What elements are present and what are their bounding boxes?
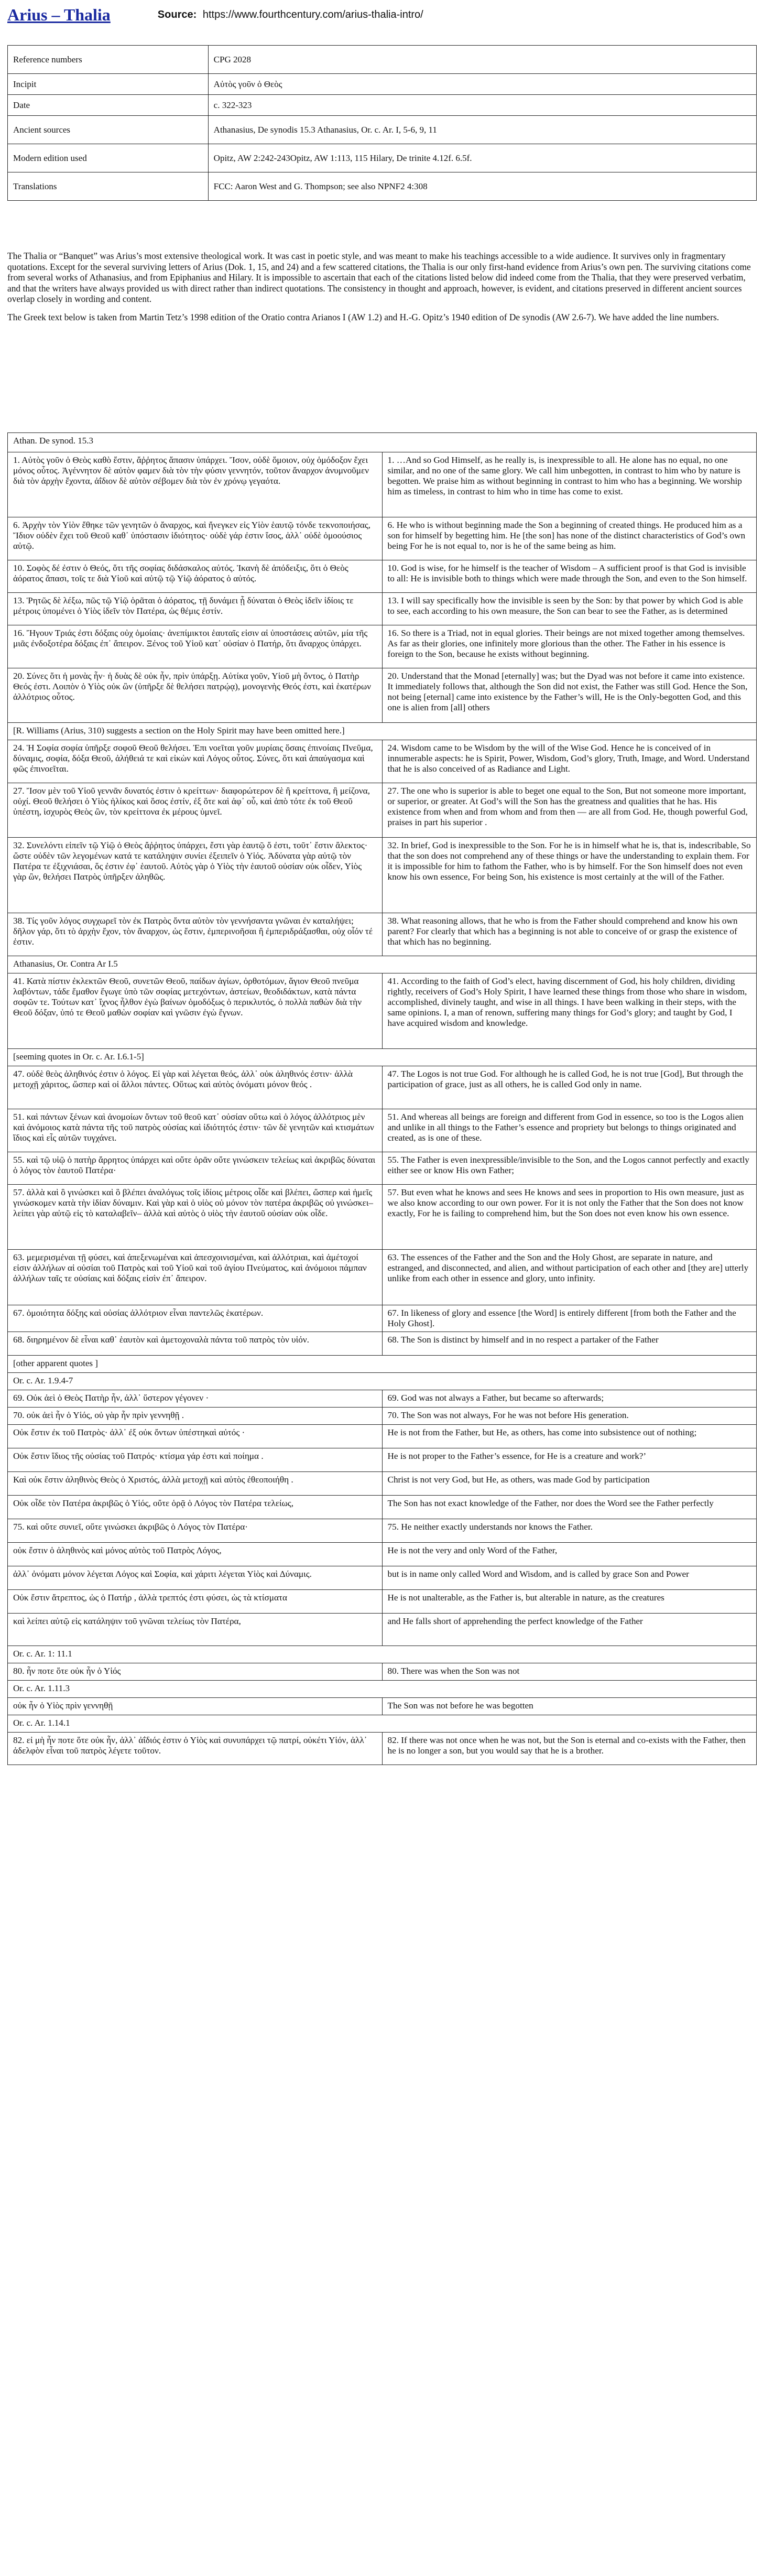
text-comparison-table — [7, 432, 757, 1765]
english-translation-cell: 24. Wisdom came to be Wisdom by the will of the Wise God. Hence he is conceived of in innumerable aspects: he is Spirit, Power, Wisdom, God’s glory, Truth, Image, and Word. Understand that he is also conceived of as Radiance and Light. — [382, 740, 757, 783]
greek-text-cell: 24. Ἡ Σοφία σοφία ὑπῆρξε σοφοῦ Θεοῦ θελήσει. Ἐπι νοεῖται γοῦν μυρίαις ὅσαις ἐπινοίαις Πνεῦμα, δύναμις, σοφία, δόξα Θεοῦ, ἀλήθειά τε καὶ εἰκὼν καὶ Λόγος οὗτος. Σύνες, ὅτι καὶ ἀπαύγασμα καὶ φῶς ἐπινοεῖται. — [8, 740, 383, 783]
english-translation-cell: 27. The one who is superior is able to beget one equal to the Son, But not someone more important, or superior, or greater. At God’s will the Son has the greatness and qualities that he has. His existence from when and from whom and from then — are all from God. He, though powerful God, praises in part his superior . — [382, 783, 757, 838]
text-row — [8, 838, 757, 913]
english-translation-cell: 6. He who is without beginning made the Son a beginning of created things. He produced him as a son for himself by begetting him. He [the son] has none of the distinct characteristics of God’s own being For he is not equal to, nor is he of the same being as him. — [382, 517, 757, 560]
greek-text-cell: 32. Συνελόντι εἰπεῖν τῷ Υἱῷ ὁ Θεὸς ἄῤῥητος ὑπάρχει, ἔστι γὰρ ἑαυτῷ ὅ ἐστι, τοῦτ᾽ ἔστιν ἄλεκτος· ὥστε οὐδὲν τῶν λεγομένων κατά τε κατάληψιν συνίει ἐξειπεῖν ὁ Υἱός. Ἀδύνατα γὰρ αὐτῷ τὸν Πατέρα τε ἐξιχνιάσαι, ὅς ἐστιν ἐφ᾽ ἑαυτοῦ. Αὐτὸς γὰρ ὁ Υἱὸς τὴν ἑαυτοῦ οὐσίαν οὐκ οἶδεν, Υἱὸς γὰρ ὢν, θελήσει Πατρὸς ὑπῆρξεν ἀληθῶς. — [8, 838, 383, 913]
english-translation-cell: 51. And whereas all beings are foreign and different from God in essence, so too is the Logos alien and unlike in all things to the Father’s essence and propriety but belongs to things originated and created, as is one of these. — [382, 1109, 757, 1152]
text-row — [8, 740, 757, 783]
greek-text-cell: οὐκ ἔστιν ὁ ἀληθινὸς καὶ μόνος αὐτὸς τοῦ Πατρὸς Λόγος, — [8, 1543, 383, 1566]
reference-row — [8, 95, 757, 116]
greek-text-cell: 63. μεμερισμέναι τῇ φύσει, καὶ ἀπεξενωμέναι καὶ ἀπεσχοινισμέναι, καὶ ἀλλότριαι, καὶ ἀμέτοχοί εἰσιν ἀλλήλων αἱ οὐσίαι τοῦ Πατρὸς καὶ τοῦ Υἱοῦ καὶ τοῦ ἁγίου Πνεύματος, καὶ ἀνόμοιοι πάμπαν ἀλλήλων ταῖς τε οὐσίαις καὶ δόξαις εἰσὶν ἐπ᾽ ἄπειρον. — [8, 1250, 383, 1305]
english-translation-cell: He is not from the Father, but He, as others, has come into subsistence out of nothing; — [382, 1425, 757, 1448]
greek-text-cell: 6. Ἀρχὴν τὸν Υἱὸν ἔθηκε τῶν γενητῶν ὁ ἄναρχος, καὶ ἤνεγκεν εἰς Υἱὸν ἑαυτῷ τόνδε τεκνοποιήσας, Ἴδιον οὐδὲν ἔχει τοῦ Θεοῦ καθ᾽ ὑπόστασιν ἰδιότητος· οὐδὲ γάρ ἐστιν ἴσος, ἀλλ᾽ οὐδὲ ὁμοούσιος αὐτῷ. — [8, 517, 383, 560]
english-translation-cell: The Son was not before he was begotten — [382, 1698, 757, 1715]
text-row — [8, 1185, 757, 1250]
english-translation-cell: He is not unalterable, as the Father is, but alterable in nature, as the creatures — [382, 1590, 757, 1614]
english-translation-cell: 20. Understand that the Monad [eternally] was; but the Dyad was not before it came into existence. It immediately follows that, although the Son did not exist, the Father was still God. Hence the Son, not being [eternal] came into existence by the Father’s will, He is the Only-begotten God, and this one is alien from [all] others — [382, 668, 757, 723]
section-heading: [other apparent quotes ] — [8, 1356, 757, 1373]
reference-value: c. 322-323 — [208, 95, 756, 116]
text-row — [8, 668, 757, 723]
section-heading: [seeming quotes in Or. c. Ar. I.6.1-5] — [8, 1049, 757, 1066]
page-header — [7, 5, 423, 24]
greek-text-cell: 20. Σύνες ὅτι ἡ μονὰς ἦν· ἡ δυὰς δὲ οὐκ ἦν, πρὶν ὑπάρξῃ. Αὐτίκα γοῦν, Υἱοῦ μὴ ὄντος, ὁ Πατὴρ Θεός ἐστι. Λοιπὸν ὁ Υἱὸς οὐκ ὢν (ὑπῆρξε δὲ θελήσει πατρῴᾳ), μονογενὴς Θεός ἐστι, καὶ ἑκατέρων ἀλλότριος οὗτος. — [8, 668, 383, 723]
intro-paragraph-2: The Greek text below is taken from Martin Tetz’s 1998 edition of the Oratio contra Arianos I (AW 1.2) and H.-G. Opitz’s 1940 edition of De synodis (AW 2.6-7). We have added the line numbers. — [7, 311, 720, 322]
section-heading: Or. c. Ar. 1.14.1 — [8, 1715, 757, 1733]
intro-paragraph-1: The Thalia or “Banquet” was Arius’s most extensive theological work. It was cast in poetic style, and was meant to make his teachings accessible to a wide audience. It survives only in fragmentary quotations. Except for the several surviving letters of Arius (Dok. 1, 15, and 24) and a few scattered citations, the Thalia is our only first-hand evidence from Arius’s own pen. The surviving citations come from several works of Athanasius, and from Epiphanius and Hilary. It is impossible to ascertain that each of the citations listed below did indeed come from the Thalia, that they were preserved verbatim, and that the writers have always provided us with direct rather than indirect quotations. The consistency in thought and approach, however, is evident, and citations preserved in different ancient sources overlap closely in wording and content. — [7, 251, 751, 304]
introduction — [7, 251, 756, 330]
text-row — [8, 1733, 757, 1765]
section-heading-row — [8, 1373, 757, 1390]
greek-text-cell: Οὐκ ἔστιν ἐκ τοῦ Πατρὸς· ἀλλ᾽ ἐξ οὐκ ὄντων ὑπέστηκαὶ αὐτός · — [8, 1425, 383, 1448]
greek-text-cell: 70. οὐκ ἀεὶ ἦν ὁ Υἱός, οὐ γὰρ ἦν πρὶν γεννηθῇ . — [8, 1408, 383, 1425]
english-translation-cell: but is in name only called Word and Wisdom, and is called by grace Son and Power — [382, 1566, 757, 1590]
greek-text-cell: 68. διηρημένον δὲ εἶναι καθ᾽ ἑαυτὸν καὶ ἀμετοχοναλὰ πάντα τοῦ πατρὸς τὸν υἱόν. — [8, 1332, 383, 1356]
text-row — [8, 1614, 757, 1646]
text-row — [8, 1109, 757, 1152]
reference-key: Translations — [8, 172, 209, 201]
greek-text-cell: ἀλλ᾽ ὀνόματι μόνον λέγεται Λόγος καὶ Σοφία, καὶ χάριτι λέγεται Υἱὸς καὶ Δύναμις. — [8, 1566, 383, 1590]
reference-value: Αὐτὸς γοῦν ὁ Θεὸς — [208, 74, 756, 95]
source-line — [158, 9, 423, 21]
english-translation-cell: 75. He neither exactly understands nor knows the Father. — [382, 1519, 757, 1543]
greek-text-cell: καὶ λείπει αὐτῷ εἰς κατάληψιν τοῦ γνῶναι τελείως τὸν Πατέρα, — [8, 1614, 383, 1646]
section-heading: Athanasius, Or. Contra Ar I.5 — [8, 956, 757, 973]
text-row — [8, 1519, 757, 1543]
reference-key: Date — [8, 95, 209, 116]
greek-text-cell: 27. Ἴσον μὲν τοῦ Υἱοῦ γεννᾶν δυνατός ἐστιν ὁ κρείττων· διαφορώτερον δὲ ἢ κρείττονα, ἢ μείζονα, οὐχί. Θεοῦ θελήσει ὁ Υἱὸς ἡλίκος καὶ ὅσος ἐστίν, ἐξ ὅτε καὶ ἀφ᾽ οὗ, καὶ ἀπὸ τότε ἐκ τοῦ Θεοῦ ὑπέστη, ἰσχυρὸς Θεὸς ὢν, τὸν κρείττονα ἐκ μέρους ὑμνεῖ. — [8, 783, 383, 838]
reference-row — [8, 74, 757, 95]
section-heading-row — [8, 1049, 757, 1066]
text-row — [8, 1663, 757, 1681]
text-row — [8, 1390, 757, 1408]
text-row — [8, 1698, 757, 1715]
text-row — [8, 593, 757, 625]
text-row — [8, 560, 757, 593]
reference-value: FCC: Aaron West and G. Thompson; see also NPNF2 4:308 — [208, 172, 756, 201]
english-translation-cell: 13. I will say specifically how the invisible is seen by the Son: by that power by which God is able to see, each according to his own measure, the Son can bear to see the Father, as is determined — [382, 593, 757, 625]
editorial-note-row — [8, 723, 757, 740]
greek-text-cell: 51. καὶ πάντων ξένων καὶ ἀνομοίων ὄντων τοῦ θεοῦ κατ᾽ οὐσίαν οὕτω καὶ ὁ λόγος ἀλλότριος μὲν καὶ ἀνόμοιος κατὰ πάντα τῆς τοῦ πατρὸς οὐσίας καὶ ἰδιότητός ἐστιν· τῶν δὲ γενητῶν καὶ κτισμάτων ἴδιος καὶ εἷς αὐτῶν τυγχάνει. — [8, 1109, 383, 1152]
greek-text-cell: 38. Τίς γοῦν λόγος συγχωρεῖ τὸν ἐκ Πατρὸς ὄντα αὐτὸν τὸν γεννήσαντα γνῶναι ἐν καταλήψει; δῆλον γάρ, ὅτι τὸ ἀρχὴν ἔχον, τὸν ἄναρχον, ὡς ἔστιν, ἐμπερινοῆσαι ἢ ἐμπεριδράξασθαι, οὐχ οἷόν τέ ἐστιν. — [8, 913, 383, 956]
english-translation-cell: 10. God is wise, for he himself is the teacher of Wisdom – A sufficient proof is that God is invisible to all: He is invisible both to things which were made through the Son, and even to the Son himself. — [382, 560, 757, 593]
section-heading: Athan. De synod. 15.3 — [8, 433, 757, 452]
english-translation-cell: He is not proper to the Father’s essence, for He is a creature and work?’ — [382, 1448, 757, 1472]
section-heading-row — [8, 1646, 757, 1663]
section-heading-row — [8, 1356, 757, 1373]
english-translation-cell: 16. So there is a Triad, not in equal glories. Their beings are not mixed together among themselves. As far as their glories, one infinitely more glorious than the other. The Father in his essence is foreign to the Son, because he exists without beginning. — [382, 625, 757, 668]
text-row — [8, 973, 757, 1049]
section-heading: Or. c. Ar. 1.9.4-7 — [8, 1373, 757, 1390]
reference-key: Ancient sources — [8, 116, 209, 144]
editorial-note: [R. Williams (Arius, 310) suggests a section on the Holy Spirit may have been omitted here.] — [8, 723, 757, 740]
text-row — [8, 1425, 757, 1448]
english-translation-cell: 82. If there was not once when he was not, but the Son is eternal and co-exists with the Father, then he is no longer a son, but you would say that he is a brother. — [382, 1733, 757, 1765]
english-translation-cell: 55. The Father is even inexpressible/invisible to the Son, and the Logos cannot perfectly and exactly either see or know His own Father; — [382, 1152, 757, 1185]
english-translation-cell: 67. In likeness of glory and essence [the Word] is entirely different [from both the Father and the Holy Ghost]. — [382, 1305, 757, 1332]
greek-text-cell: 47. οὐδὲ θεὸς ἀληθινός ἐστιν ὁ λόγος. Εἰ γὰρ καὶ λέγεται θεός, ἀλλ᾽ οὐκ ἀληθινός ἐστιν· ἀλλὰ μετοχῇ χάριτος, ὥσπερ καὶ οἱ ἄλλοι πάντες. Οὕτως καὶ αὐτὸς ὀνόματι μόνον θεός . — [8, 1066, 383, 1109]
english-translation-cell: 69. God was not always a Father, but became so afterwards; — [382, 1390, 757, 1408]
english-translation-cell: 47. The Logos is not true God. For although he is called God, he is not true [God], But through the participation of grace, just as all others, he is called God only in name. — [382, 1066, 757, 1109]
greek-text-cell: 80. ἦν ποτε ὅτε οὐκ ἦν ὁ Υἱός — [8, 1663, 383, 1681]
english-translation-cell: Christ is not very God, but He, as others, was made God by participation — [382, 1472, 757, 1496]
greek-text-cell: 75. καὶ οὔτε συνιεῖ, οὔτε γινώσκει ἀκριβῶς ὁ Λόγος τὸν Πατέρα· — [8, 1519, 383, 1543]
greek-text-cell: 82. εἰ μὴ ἦν ποτε ὅτε οὐκ ἦν, ἀλλ᾽ ἀΐδιός ἐστιν ὁ Υἱὸς καὶ συνυπάρχει τῷ πατρί, οὐκέτι Υἱόν, ἀλλ᾽ ἀδελφὸν εἶναι τοῦ πατρὸς λέγετε τοῦτον. — [8, 1733, 383, 1765]
section-heading: Or. c. Ar. 1.11.3 — [8, 1681, 757, 1698]
english-translation-cell: 41. According to the faith of God’s elect, having discernment of God, his holy children, dividing rightly, receivers of God’s Holy Spirit, I have learned these things from those who share in wisdom, accomplished, divinely taught, and wise in all things. I have been walking in their steps, with the same opinions. I, a man of renown, suffering many things for God’s glory; and taught by God, I have acquired wisdom and knowledge. — [382, 973, 757, 1049]
greek-text-cell: 41. Κατὰ πίστιν ἐκλεκτῶν Θεοῦ, συνετῶν Θεοῦ, παίδων ἁγίων, ὀρθοτόμων, ἅγιον Θεοῦ πνεῦμα λαβόντων, τάδε ἔμαθον ἔγωγε ὑπὸ τῶν σοφίας μετεχόντων, ἀστείων, θεοδιδάκτων, κατὰ πάντα σοφῶν τε. Τούτων κατ᾽ ἴχνος ἦλθον ἐγὼ βαίνων ὁμοδόξως ὁ περικλυτός, ὁ πολλὰ παθὼν διὰ τὴν Θεοῦ δόξαν, ὑπό τε Θεοῦ μαθὼν σοφίαν καὶ γνῶσιν ἐγὼ ἔγνων. — [8, 973, 383, 1049]
greek-text-cell: Οὐκ ἔστιν ἄτρεπτος, ὡς ὁ Πατήρ , ἀλλὰ τρεπτός ἐστι φύσει, ὡς τὰ κτίσματα — [8, 1590, 383, 1614]
section-heading: Or. c. Ar. 1: 11.1 — [8, 1646, 757, 1663]
reference-key: Incipit — [8, 74, 209, 95]
greek-text-cell: 55. καὶ τῷ υἱῷ ὁ πατὴρ ἄρρητος ὑπάρχει καὶ οὔτε ὁρᾶν οὔτε γινώσκειν τελείως καὶ ἀκριβῶς δύναται ὁ λόγος τὸν ἑαυτοῦ Πατέρα· — [8, 1152, 383, 1185]
reference-table — [7, 45, 757, 201]
reference-row — [8, 144, 757, 172]
text-row — [8, 1066, 757, 1109]
text-row — [8, 1590, 757, 1614]
english-translation-cell: 80. There was when the Son was not — [382, 1663, 757, 1681]
text-row — [8, 1472, 757, 1496]
reference-row — [8, 46, 757, 74]
text-row — [8, 1250, 757, 1305]
english-translation-cell: 68. The Son is distinct by himself and in no respect a partaker of the Father — [382, 1332, 757, 1356]
section-heading-row — [8, 433, 757, 452]
reference-key: Reference numbers — [8, 46, 209, 74]
text-row — [8, 1305, 757, 1332]
text-row — [8, 1543, 757, 1566]
greek-text-cell: Οὐκ οἶδε τὸν Πατέρα ἀκριβῶς ὁ Υἱός, οὔτε ὁρᾷ ὁ Λόγος τὸν Πατέρα τελείως, — [8, 1496, 383, 1519]
reference-row — [8, 172, 757, 201]
english-translation-cell: 32. In brief, God is inexpressible to the Son. For he is in himself what he is, that is, indescribable, So that the son does not comprehend any of these things or have the understanding to explain them. For it is impossible for him to fathom the Father, who is by himself. For the Son himself does not even know his own essence, For being Son, his existence is most certainly at the will of the Father. — [382, 838, 757, 913]
english-translation-cell: 1. …And so God Himself, as he really is, is inexpressible to all. He alone has no equal, no one similar, and no one of the same glory. We call him unbegotten, in contrast to him who by nature is begotten. We praise him as without beginning in contrast to him who has a beginning. We worship him as timeless, in contrast to him who in time has come to exist. — [382, 452, 757, 517]
text-row — [8, 1408, 757, 1425]
source-label: Source: — [157, 8, 197, 20]
greek-text-cell: 10. Σοφὸς δέ ἐστιν ὁ Θεός, ὅτι τῆς σοφίας διδάσκαλος αὐτός. Ἱκανὴ δὲ ἀπόδειξις, ὅτι ὁ Θεὸς ἀόρατος ἅπασι, τοῖς τε διὰ Υἱοῦ καὶ αὐτῷ τῷ Υἱῷ ἀόρατος ὁ αὐτός. — [8, 560, 383, 593]
greek-text-cell: 69. Οὐκ ἀεὶ ὁ Θεὸς Πατὴρ ἦν, ἀλλ᾽ ὕστερον γέγονεν · — [8, 1390, 383, 1408]
reference-value: Athanasius, De synodis 15.3 Athanasius, Or. c. Ar. I, 5-6, 9, 11 — [208, 116, 756, 144]
source-link[interactable]: https://www.fourthcentury.com/arius-thalia-intro/ — [202, 8, 423, 20]
text-row — [8, 517, 757, 560]
section-heading-row — [8, 956, 757, 973]
section-heading-row — [8, 1681, 757, 1698]
english-translation-cell: and He falls short of apprehending the perfect knowledge of the Father — [382, 1614, 757, 1646]
greek-text-cell: οὐκ ἦν ὁ Υἱὸς πρὶν γεννηθῇ — [8, 1698, 383, 1715]
document-title[interactable]: Arius – Thalia — [7, 5, 111, 24]
text-row — [8, 783, 757, 838]
english-translation-cell: 63. The essences of the Father and the Son and the Holy Ghost, are separate in nature, and estranged, and disconnected, and alien, and without participation of each other and [they are] utterly unlike from each other in essence and glory, unto infinity. — [382, 1250, 757, 1305]
greek-text-cell: 57. ἀλλὰ καὶ ὃ γινώσκει καὶ ὃ βλέπει ἀναλόγως τοῖς ἰδίοις μέτροις οἶδε καὶ βλέπει, ὥσπερ καὶ ἡμεῖς γινώσκομεν κατὰ τὴν ἰδίαν δύναμιν. Καὶ γὰρ καὶ ὁ υἱὸς οὐ μόνον τὸν πατέρα ἀκριβῶς οὐ γινώσκει– λείπει γὰρ αὐτῷ εἰς τὸ καταλαβεῖν– ἀλλὰ καὶ αὐτὸς ὁ υἱὸς τὴν ἑαυτοῦ οὐσίαν οὐκ οἶδε. — [8, 1185, 383, 1250]
text-row — [8, 1152, 757, 1185]
greek-text-cell: 1. Αὐτὸς γοῦν ὁ Θεὸς καθὸ ἔστιν, ἄῤῥητος ἅπασιν ὑπάρχει. Ἴσον, οὐδὲ ὅμοιον, οὐχ ὁμόδοξον ἔχει μόνος οὗτος. Ἀγέννητον δὲ αὐτὸν φαμεν διὰ τὸν τὴν φύσιν γεννητόν, τοῦτον ἄναρχον ἀνυμνοῦμεν διὰ τὸν ἀρχὴν ἔχοντα, ἀΐδιον δὲ αὐτὸν σέβομεν διὰ τὸν ἐν χρόνῳ γεγαότα. — [8, 452, 383, 517]
english-translation-cell: He is not the very and only Word of the Father, — [382, 1543, 757, 1566]
english-translation-cell: 70. The Son was not always, For he was not before His generation. — [382, 1408, 757, 1425]
reference-row — [8, 116, 757, 144]
greek-text-cell: 13. Ῥητῶς δὲ λέξω, πῶς τῷ Υἱῷ ὁρᾶται ὁ ἀόρατος, τῇ δυνάμει ᾗ δύναται ὁ Θεὸς ἰδεῖν ἰδίοις τε μέτροις ὑπομένει ὁ Υἱὸς ἰδεῖν τὸν Πατέρα, ὡς θέμις ἐστίν. — [8, 593, 383, 625]
greek-text-cell: Καὶ οὐκ ἔστιν ἀληθινὸς Θεὸς ὁ Χριστός, ἀλλὰ μετοχῇ καὶ αὐτὸς ἐθεοποιήθη . — [8, 1472, 383, 1496]
section-heading-row — [8, 1715, 757, 1733]
greek-text-cell: 16. Ἤγουν Τριάς ἐστι δόξαις οὐχ ὁμοίαις· ἀνεπίμικτοι ἑαυταῖς εἰσιν αἱ ὑποστάσεις αὐτῶν, μία τῆς μιᾶς ἐνδοξοτέρα δόξαις ἐπ᾽ ἄπειρον. Ξένος τοῦ Υἱοῦ κατ᾽ οὐσίαν ὁ Πατήρ, ὅτι ἄναρχος ὑπάρχει. — [8, 625, 383, 668]
english-translation-cell: The Son has not exact knowledge of the Father, nor does the Word see the Father perfectly — [382, 1496, 757, 1519]
greek-text-cell: Οὐκ ἔστιν ἴδιος τῆς οὐσίας τοῦ Πατρός· κτίσμα γάρ ἐστι καὶ ποίημα . — [8, 1448, 383, 1472]
text-row — [8, 913, 757, 956]
text-row — [8, 452, 757, 517]
text-row — [8, 1332, 757, 1356]
text-row — [8, 1566, 757, 1590]
text-row — [8, 625, 757, 668]
text-row — [8, 1448, 757, 1472]
english-translation-cell: 38. What reasoning allows, that he who is from the Father should comprehend and know his own parent? For clearly that which has a beginning is not able to conceive of or grasp the existence of that which has no beginning. — [382, 913, 757, 956]
text-row — [8, 1496, 757, 1519]
reference-value: Opitz, AW 2:242-243Opitz, AW 1:113, 115 Hilary, De trinite 4.12f. 6.5f. — [208, 144, 756, 172]
reference-value: CPG 2028 — [208, 46, 756, 74]
reference-key: Modern edition used — [8, 144, 209, 172]
english-translation-cell: 57. But even what he knows and sees He knows and sees in proportion to His own measure, just as we also know according to our own power. For it is not only the Father that the Son does not know exactly, For he is failing to comprehend him, but the Son does not even know his own essence. — [382, 1185, 757, 1250]
greek-text-cell: 67. ὁμοιότητα δόξης καὶ οὐσίας ἀλλότριον εἶναι παντελῶς ἑκατέρων. — [8, 1305, 383, 1332]
